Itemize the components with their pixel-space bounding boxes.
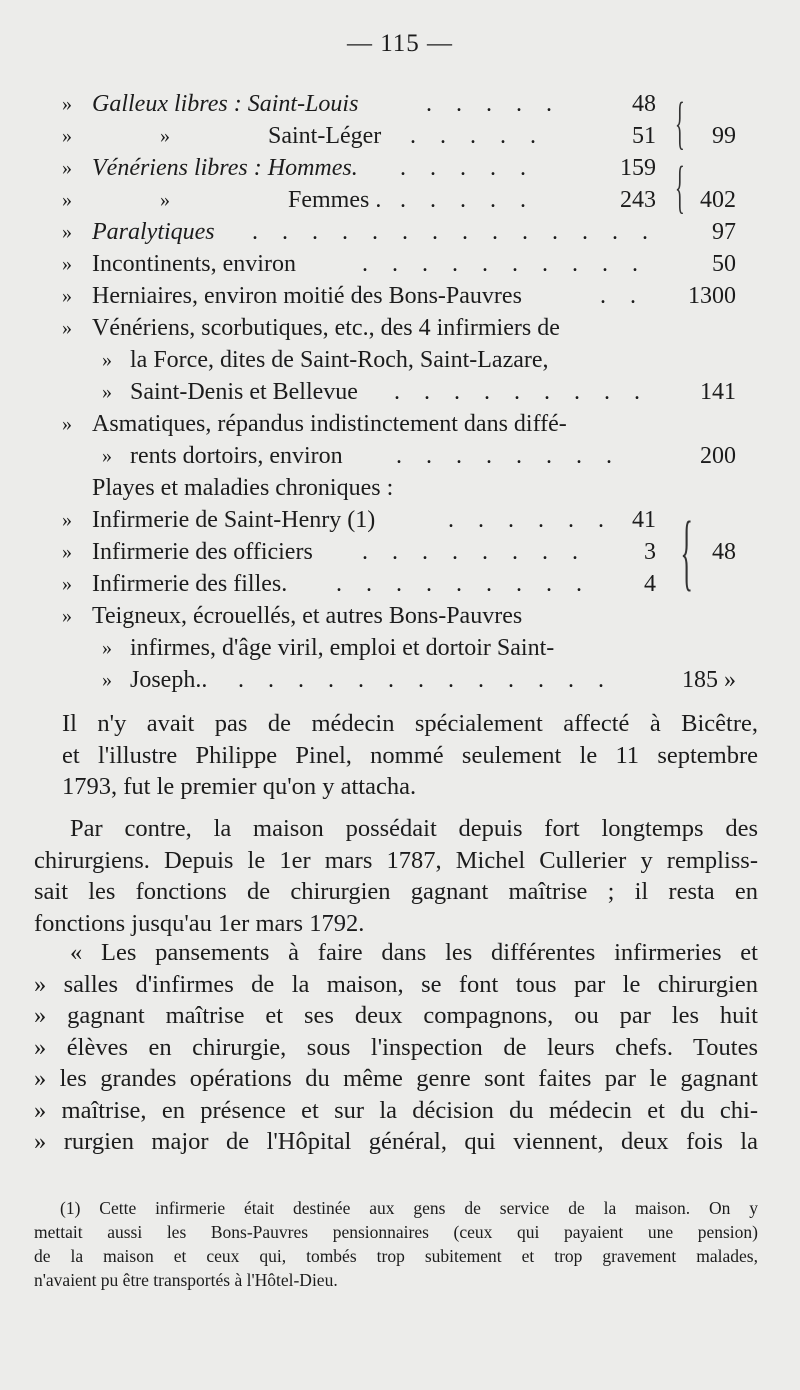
paragraph-2 xyxy=(34,813,758,939)
subtotal-value: 243 xyxy=(620,187,656,213)
quote-mark: » xyxy=(62,573,72,595)
quote-mark: » xyxy=(62,125,72,147)
quote-mark: » xyxy=(102,669,112,691)
row-label: Incontinents, environ xyxy=(92,251,296,277)
row-label: Vénériens libres : Hommes. xyxy=(92,155,358,181)
row-label: Infirmerie des filles. xyxy=(92,571,288,597)
table-row xyxy=(0,344,800,377)
quote-mark: » xyxy=(62,413,72,435)
text-line: et l'illustre Philippe Pinel, nommé seulement le 11 septembre xyxy=(62,741,758,769)
quote-mark: » xyxy=(62,221,72,243)
page-number: — 115 — xyxy=(346,30,454,57)
table-row xyxy=(0,408,800,441)
quote-mark: » xyxy=(62,157,72,179)
text-line: » élèves en chirurgie, sous l'inspection de leurs chefs. Toutes xyxy=(34,1033,758,1061)
leader-dots: . . . . . . . . xyxy=(396,443,621,469)
subtotal-value: 4 xyxy=(644,571,656,597)
row-label: la Force, dites de Saint-Roch, Saint-Lazare, xyxy=(130,347,549,373)
leader-dots: . . . . . . . . . . . . . . xyxy=(252,219,657,245)
row-label: Vénériens, scorbutiques, etc., des 4 infirmiers de xyxy=(92,315,560,341)
total-value: 48 xyxy=(712,539,736,565)
row-label: Infirmerie des officiers xyxy=(92,539,313,565)
quote-mark: » xyxy=(62,253,72,275)
row-label: Joseph.. xyxy=(130,667,208,693)
text-line: Par contre, la maison possédait depuis fort longtemps des xyxy=(70,815,758,842)
row-label: Infirmerie de Saint-Henry (1) xyxy=(92,507,376,533)
leader-dots: . . . . . xyxy=(400,155,535,181)
quote-mark: » xyxy=(62,189,72,211)
row-label: Femmes . xyxy=(288,187,382,213)
quote-mark: » xyxy=(62,509,72,531)
footnote-line: n'avaient pu être transportés à l'Hôtel-Dieu. xyxy=(34,1270,338,1290)
footnote-line: (1) Cette infirmerie était destinée aux gens de service de la maison. On y xyxy=(60,1198,758,1218)
footnote-line: de la maison et ceux qui, tombés trop subitement et trop gravement malades, xyxy=(34,1246,758,1266)
text-line: » maîtrise, en présence et sur la décision du médecin et du chi- xyxy=(34,1096,758,1124)
brace-infirmeries: { xyxy=(680,503,693,599)
leader-dots: . . . . . . . . xyxy=(362,539,587,565)
text-line: sait les fonctions de chirurgien gagnant maîtrise ; il resta en xyxy=(34,878,758,905)
leader-dots: . . . . . . . . . . xyxy=(362,251,647,277)
table-row xyxy=(0,312,800,345)
quote-mark: » xyxy=(62,541,72,563)
text-line: Il n'y avait pas de médecin spécialement affecté à Bicêtre, xyxy=(62,710,758,737)
total-value: 1300 xyxy=(688,283,736,309)
row-label: Playes et maladies chroniques : xyxy=(92,475,394,501)
leader-dots: . . . . . . . . . xyxy=(336,571,591,597)
leader-dots: . . . . . . . . . . . . . xyxy=(238,667,613,693)
quote-mark: » xyxy=(102,381,112,403)
subtotal-value: 159 xyxy=(620,155,656,181)
text-line: « Les pansements à faire dans les différentes infirmeries et xyxy=(70,939,758,966)
table-row xyxy=(0,632,800,665)
text-line: » salles d'infirmes de la maison, se font tous par le chirurgien xyxy=(34,970,758,998)
paragraph-1 xyxy=(62,708,758,803)
table-row xyxy=(0,472,800,505)
row-label: Saint-Denis et Bellevue xyxy=(130,379,358,405)
footnote xyxy=(34,1196,758,1292)
text-line: chirurgiens. Depuis le 1er mars 1787, Michel Cullerier y rempliss- xyxy=(34,846,758,874)
row-label: rents dortoirs, environ xyxy=(130,443,343,469)
subtotal-value: 41 xyxy=(632,507,656,533)
quote-mark: » xyxy=(102,445,112,467)
brace-galleux: { xyxy=(675,90,685,155)
row-label: Saint-Léger xyxy=(268,123,382,149)
quote-mark: » xyxy=(62,285,72,307)
text-line: » les grandes opérations du même genre sont faites par le gagnant xyxy=(34,1065,758,1092)
total-value: 141 xyxy=(700,379,736,405)
table-row xyxy=(0,248,800,281)
row-label: infirmes, d'âge viril, emploi et dortoir Saint- xyxy=(130,635,555,661)
table-row xyxy=(0,600,800,633)
table-row xyxy=(0,216,800,249)
total-value: 99 xyxy=(712,123,736,149)
row-label: Herniaires, environ moitié des Bons-Pauvres xyxy=(92,283,522,309)
quote-mark: » xyxy=(160,125,170,147)
subtotal-value: 3 xyxy=(644,539,656,565)
table-row xyxy=(0,376,800,409)
leader-dots: . . . . . xyxy=(426,91,561,117)
row-label: Teigneux, écrouellés, et autres Bons-Pauvres xyxy=(92,603,523,629)
total-value: 185 » xyxy=(682,667,736,693)
quote-mark: » xyxy=(102,349,112,371)
quote-mark: » xyxy=(62,317,72,339)
paragraph-3-quotation xyxy=(34,937,758,1158)
table-row xyxy=(0,440,800,473)
total-value: 402 xyxy=(700,187,736,213)
quote-mark: » xyxy=(102,637,112,659)
text-line: » gagnant maîtrise et ses deux compagnons, ou par les huit xyxy=(34,1002,758,1029)
leader-dots: . . xyxy=(600,283,645,309)
total-value: 97 xyxy=(712,219,736,245)
subtotal-value: 51 xyxy=(632,123,656,149)
table-row xyxy=(0,664,800,697)
text-line: 1793, fut le premier qu'on y attacha. xyxy=(62,773,417,800)
table-row xyxy=(0,280,800,313)
quote-mark: » xyxy=(62,605,72,627)
leader-dots: . . . . . . xyxy=(448,507,613,533)
text-line: » rurgien major de l'Hôpital général, qui viennent, deux fois la xyxy=(34,1128,758,1155)
brace-veneriens: { xyxy=(675,154,685,219)
text-line: fonctions jusqu'au 1er mars 1792. xyxy=(34,909,365,937)
subtotal-value: 48 xyxy=(632,91,656,117)
leader-dots: . . . . . xyxy=(410,123,545,149)
leader-dots: . . . . . . . . . xyxy=(394,379,649,405)
quote-mark: » xyxy=(160,189,170,211)
row-label: Galleux libres : Saint-Louis xyxy=(92,91,359,117)
row-label: Asmatiques, répandus indistinctement dans diffé- xyxy=(92,411,567,437)
total-value: 50 xyxy=(712,251,736,277)
quote-mark: » xyxy=(62,93,72,115)
leader-dots: . . . . . xyxy=(400,187,535,213)
total-value: 200 xyxy=(700,443,736,469)
footnote-line: mettait aussi les Bons-Pauvres pensionnaires (ceux qui payaient une pension) xyxy=(34,1222,758,1242)
row-label: Paralytiques xyxy=(92,219,215,245)
